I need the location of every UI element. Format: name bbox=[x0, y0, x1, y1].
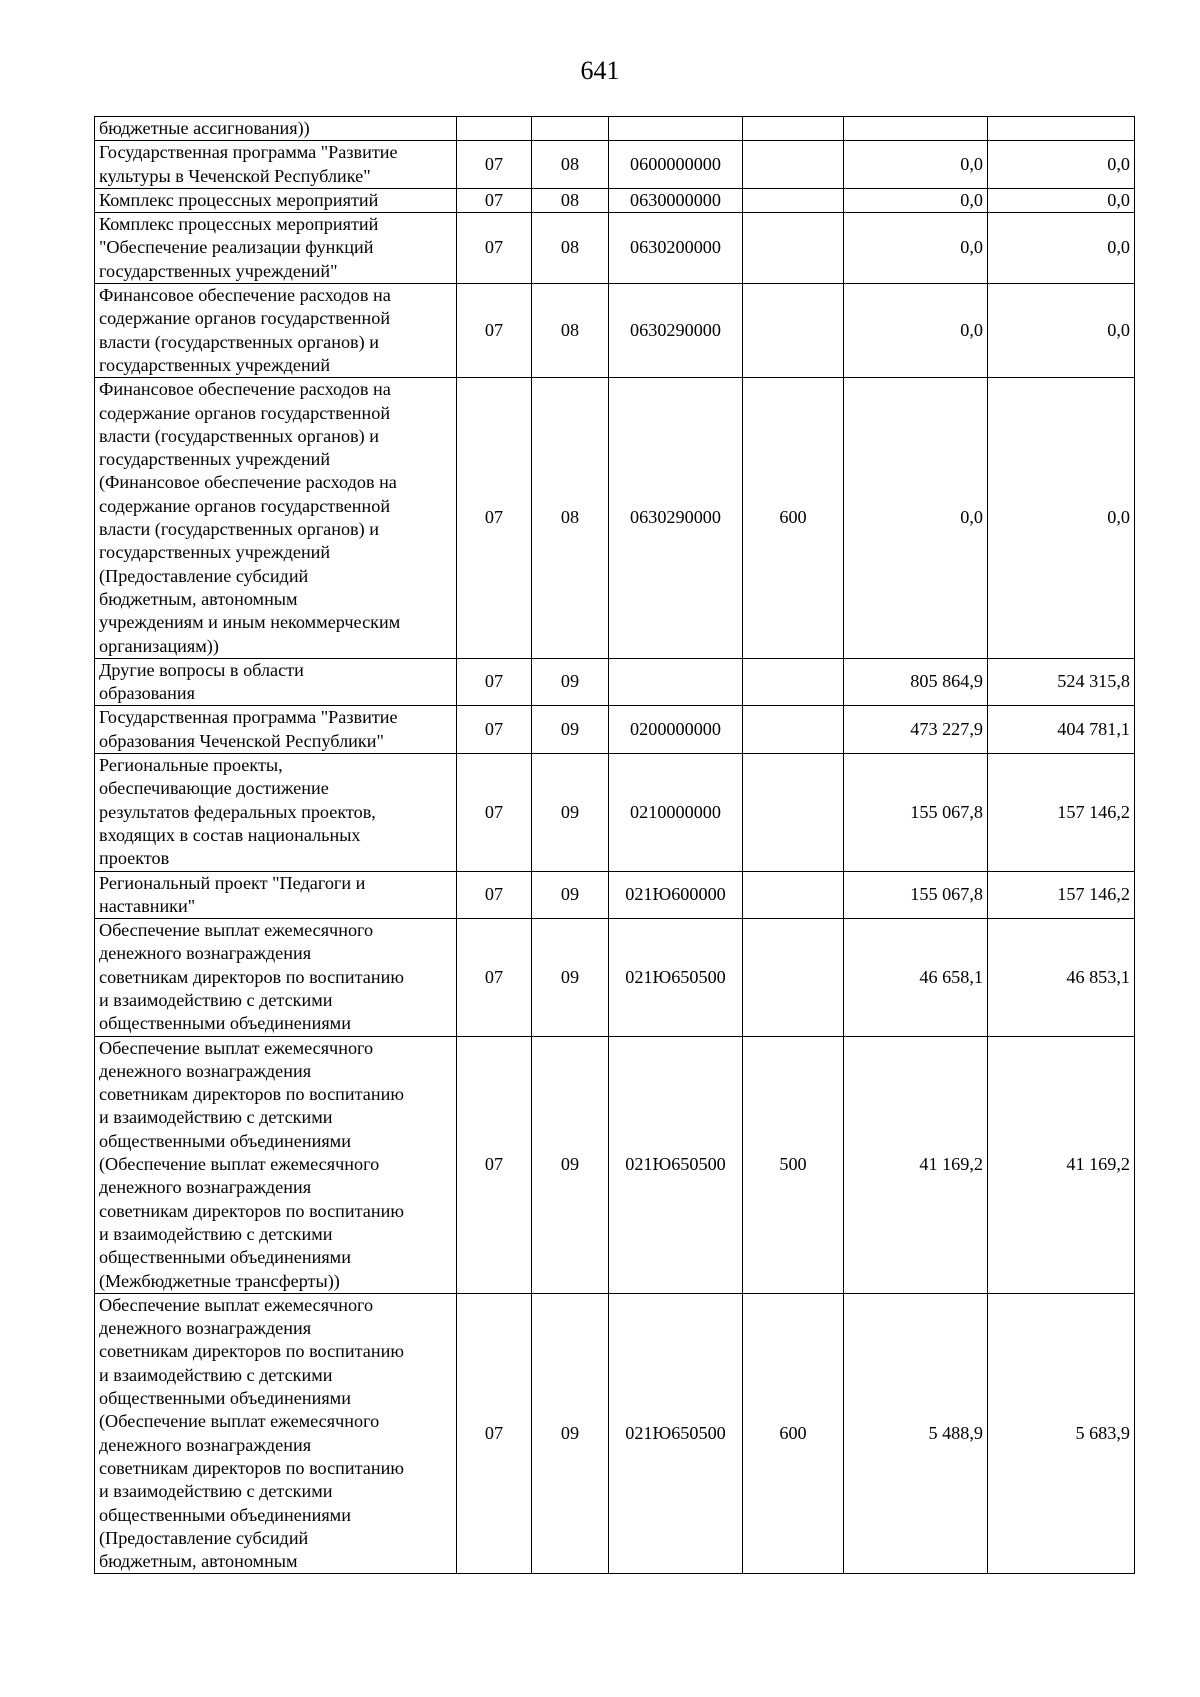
subsection-code-cell: 09 bbox=[532, 1036, 609, 1293]
amount-year2-cell: 524 315,8 bbox=[988, 658, 1135, 706]
amount-year1-cell: 0,0 bbox=[844, 284, 988, 378]
amount-year2-cell: 5 683,9 bbox=[988, 1293, 1135, 1574]
section-code-cell: 07 bbox=[457, 1293, 532, 1574]
target-article-cell: 021Ю650500 bbox=[609, 919, 743, 1036]
amount-year1-cell: 0,0 bbox=[844, 188, 988, 212]
table-row bbox=[95, 706, 1135, 754]
subsection-code-cell: 08 bbox=[532, 284, 609, 378]
subsection-code-cell: 09 bbox=[532, 706, 609, 754]
subsection-code-cell: 09 bbox=[532, 919, 609, 1036]
table-row bbox=[95, 919, 1135, 1036]
expense-type-cell bbox=[743, 141, 844, 189]
section-code-cell: 07 bbox=[457, 658, 532, 706]
table-row bbox=[95, 658, 1135, 706]
item-name-cell: Региональные проекты, обеспечивающие достижение результатов федеральных проектов, входящих в состав национальных проектов bbox=[95, 754, 457, 871]
expense-type-cell bbox=[743, 754, 844, 871]
item-name-cell: Обеспечение выплат ежемесячного денежного вознаграждения советникам директоров по воспитанию и взаимодействию с детскими общественными объединениями (Обеспечение выплат ежемесячного денежного вознаграждения советникам директоров по воспитанию и взаимодействию с детскими общественными объединениями (Предоставление субсидий бюджетным, автономным bbox=[95, 1293, 457, 1574]
expense-type-cell bbox=[743, 658, 844, 706]
item-name-cell: Государственная программа "Развитие культуры в Чеченской Республике" bbox=[95, 141, 457, 189]
amount-year2-cell: 157 146,2 bbox=[988, 871, 1135, 919]
section-code-cell: 07 bbox=[457, 213, 532, 284]
table-row bbox=[95, 871, 1135, 919]
amount-year2-cell: 0,0 bbox=[988, 141, 1135, 189]
table-row bbox=[95, 1293, 1135, 1574]
item-name-cell: Обеспечение выплат ежемесячного денежного вознаграждения советникам директоров по воспитанию и взаимодействию с детскими общественными объединениями (Обеспечение выплат ежемесячного денежного вознаграждения советникам директоров по воспитанию и взаимодействию с детскими общественными объединениями (Межбюджетные трансферты)) bbox=[95, 1036, 457, 1293]
target-article-cell: 0600000000 bbox=[609, 141, 743, 189]
target-article-cell bbox=[609, 117, 743, 141]
amount-year1-cell: 473 227,9 bbox=[844, 706, 988, 754]
amount-year1-cell: 0,0 bbox=[844, 378, 988, 659]
item-name-cell: Государственная программа "Развитие образования Чеченской Республики" bbox=[95, 706, 457, 754]
amount-year1-cell: 155 067,8 bbox=[844, 754, 988, 871]
target-article-cell: 0630000000 bbox=[609, 188, 743, 212]
amount-year2-cell: 157 146,2 bbox=[988, 754, 1135, 871]
section-code-cell: 07 bbox=[457, 378, 532, 659]
subsection-code-cell bbox=[532, 117, 609, 141]
table-row bbox=[95, 1036, 1135, 1293]
amount-year2-cell: 0,0 bbox=[988, 188, 1135, 212]
amount-year1-cell bbox=[844, 117, 988, 141]
table-row bbox=[95, 213, 1135, 284]
table-row bbox=[95, 754, 1135, 871]
expense-type-cell: 500 bbox=[743, 1036, 844, 1293]
table-row bbox=[95, 141, 1135, 189]
table-body bbox=[95, 117, 1135, 1574]
expense-type-cell bbox=[743, 871, 844, 919]
target-article-cell: 021Ю600000 bbox=[609, 871, 743, 919]
subsection-code-cell: 09 bbox=[532, 1293, 609, 1574]
expense-type-cell bbox=[743, 188, 844, 212]
amount-year2-cell: 0,0 bbox=[988, 213, 1135, 284]
subsection-code-cell: 09 bbox=[532, 658, 609, 706]
item-name-cell: Комплекс процессных мероприятий bbox=[95, 188, 457, 212]
table-row bbox=[95, 188, 1135, 212]
subsection-code-cell: 08 bbox=[532, 213, 609, 284]
target-article-cell: 0200000000 bbox=[609, 706, 743, 754]
target-article-cell: 0630290000 bbox=[609, 378, 743, 659]
table-row bbox=[95, 117, 1135, 141]
amount-year2-cell bbox=[988, 117, 1135, 141]
budget-table bbox=[94, 116, 1135, 1574]
expense-type-cell bbox=[743, 919, 844, 1036]
target-article-cell: 021Ю650500 bbox=[609, 1036, 743, 1293]
page-number: 641 bbox=[580, 56, 620, 85]
amount-year1-cell: 5 488,9 bbox=[844, 1293, 988, 1574]
expense-type-cell bbox=[743, 213, 844, 284]
section-code-cell: 07 bbox=[457, 188, 532, 212]
amount-year1-cell: 805 864,9 bbox=[844, 658, 988, 706]
amount-year1-cell: 0,0 bbox=[844, 213, 988, 284]
item-name-cell: Обеспечение выплат ежемесячного денежного вознаграждения советникам директоров по воспитанию и взаимодействию с детскими общественными объединениями bbox=[95, 919, 457, 1036]
section-code-cell: 07 bbox=[457, 754, 532, 871]
amount-year2-cell: 46 853,1 bbox=[988, 919, 1135, 1036]
subsection-code-cell: 08 bbox=[532, 188, 609, 212]
section-code-cell: 07 bbox=[457, 919, 532, 1036]
subsection-code-cell: 09 bbox=[532, 871, 609, 919]
subsection-code-cell: 09 bbox=[532, 754, 609, 871]
amount-year1-cell: 41 169,2 bbox=[844, 1036, 988, 1293]
amount-year2-cell: 0,0 bbox=[988, 378, 1135, 659]
subsection-code-cell: 08 bbox=[532, 141, 609, 189]
expense-type-cell bbox=[743, 706, 844, 754]
section-code-cell: 07 bbox=[457, 706, 532, 754]
section-code-cell: 07 bbox=[457, 1036, 532, 1293]
table-row bbox=[95, 284, 1135, 378]
item-name-cell: Финансовое обеспечение расходов на содержание органов государственной власти (государственных органов) и государственных учреждений bbox=[95, 284, 457, 378]
target-article-cell bbox=[609, 658, 743, 706]
amount-year1-cell: 0,0 bbox=[844, 141, 988, 189]
section-code-cell: 07 bbox=[457, 284, 532, 378]
target-article-cell: 0630200000 bbox=[609, 213, 743, 284]
amount-year2-cell: 404 781,1 bbox=[988, 706, 1135, 754]
item-name-cell: Финансовое обеспечение расходов на содержание органов государственной власти (государственных органов) и государственных учреждений (Финансовое обеспечение расходов на содержание органов государственной власти (государственных органов) и государственных учреждений (Предоставление субсидий бюджетным, автономным учреждениям и иным некоммерческим организациям)) bbox=[95, 378, 457, 659]
section-code-cell bbox=[457, 117, 532, 141]
subsection-code-cell: 08 bbox=[532, 378, 609, 659]
amount-year2-cell: 0,0 bbox=[988, 284, 1135, 378]
target-article-cell: 0630290000 bbox=[609, 284, 743, 378]
expense-type-cell: 600 bbox=[743, 378, 844, 659]
expense-type-cell: 600 bbox=[743, 1293, 844, 1574]
table-row bbox=[95, 378, 1135, 659]
item-name-cell: Комплекс процессных мероприятий "Обеспечение реализации функций государственных учреждений" bbox=[95, 213, 457, 284]
expense-type-cell bbox=[743, 284, 844, 378]
amount-year2-cell: 41 169,2 bbox=[988, 1036, 1135, 1293]
amount-year1-cell: 155 067,8 bbox=[844, 871, 988, 919]
item-name-cell: бюджетные ассигнования)) bbox=[95, 117, 457, 141]
target-article-cell: 021Ю650500 bbox=[609, 1293, 743, 1574]
amount-year1-cell: 46 658,1 bbox=[844, 919, 988, 1036]
section-code-cell: 07 bbox=[457, 141, 532, 189]
section-code-cell: 07 bbox=[457, 871, 532, 919]
expense-type-cell bbox=[743, 117, 844, 141]
item-name-cell: Региональный проект "Педагоги и наставники" bbox=[95, 871, 457, 919]
item-name-cell: Другие вопросы в области образования bbox=[95, 658, 457, 706]
target-article-cell: 0210000000 bbox=[609, 754, 743, 871]
